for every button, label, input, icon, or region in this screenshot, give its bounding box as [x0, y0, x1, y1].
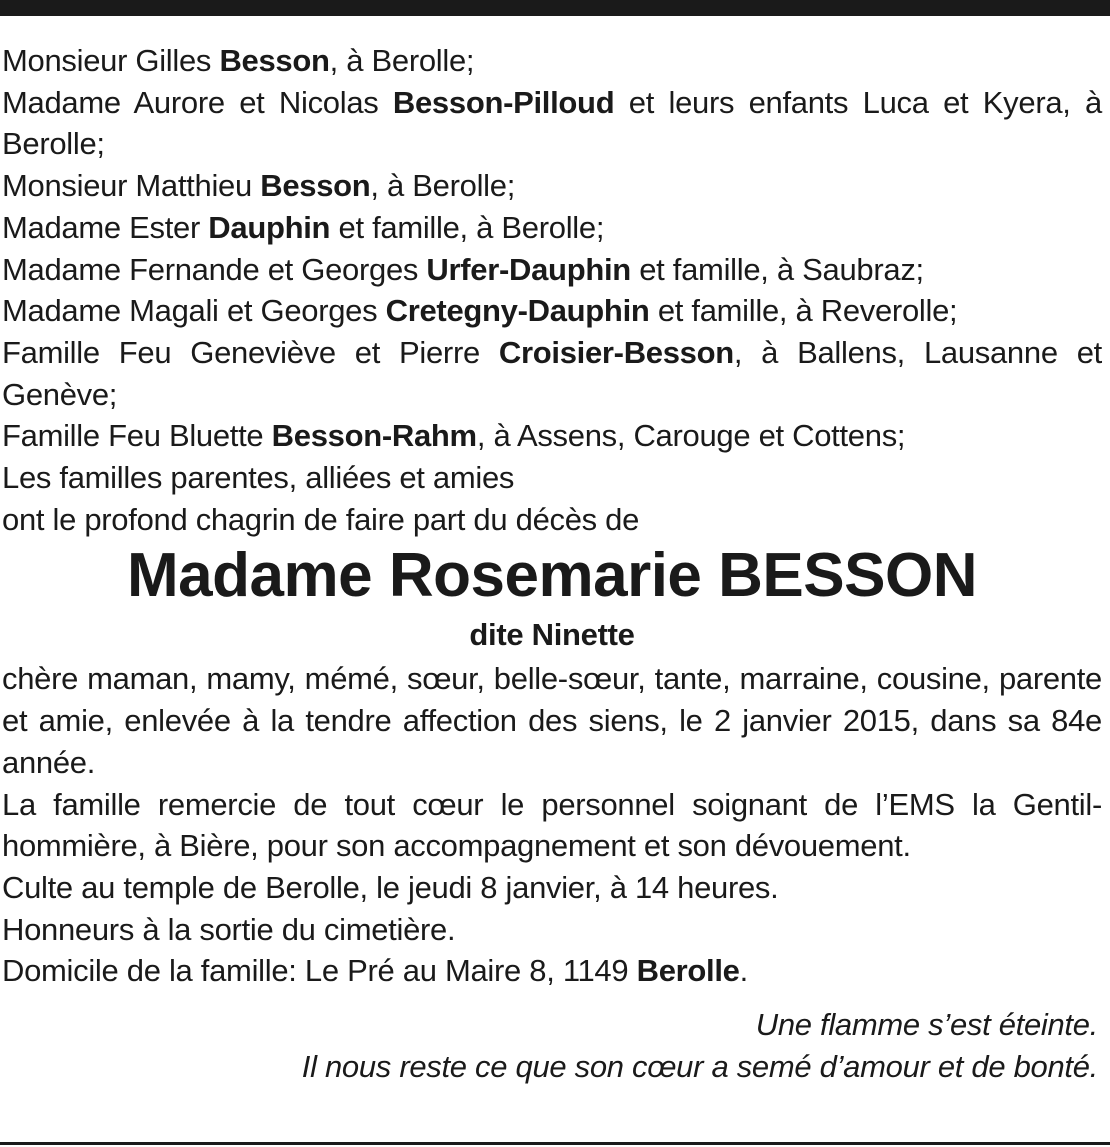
deceased-nickname: dite Ninette — [469, 617, 635, 653]
domicile-town: Berolle — [636, 953, 740, 989]
closing-verse — [2, 1004, 1102, 1087]
family-entry-gilles: Monsieur Gilles Besson, à Berolle; — [2, 43, 475, 78]
family-entry-fernande-georges: Madame Fernande et Georges Urfer-Dauphin et famille, à Saubraz; — [2, 251, 924, 287]
family-surname: Urfer-Dauphin — [426, 251, 631, 287]
family-list — [2, 40, 1102, 540]
family-surname: Cretegny-Dauphin — [385, 293, 650, 329]
family-entry-bluette: Famille Feu Bluette Besson-Rahm, à Assens, Carouge et Cottens; — [2, 418, 906, 454]
bottom-border-rule — [0, 1142, 1110, 1145]
deceased-description: chère maman, mamy, mémé, sœur, belle-sœur, tante, marraine, cousine, parente et amie, enlevée à la tendre affection des siens, le 2 janvier 2015, dans sa 84e année. — [2, 661, 1102, 780]
obituary-notice — [2, 40, 1102, 1087]
family-entry-matthieu: Monsieur Matthieu Besson, à Berolle; — [2, 168, 516, 204]
family-entry-genevieve-pierre: Famille Feu Geneviève et Pierre Croisier-Besson, à Ballens, Lausanne et Genève; — [2, 334, 1102, 412]
family-surname: Besson-Pilloud — [392, 84, 615, 120]
top-border-bar — [0, 0, 1110, 16]
family-entry-aurore-nicolas: Madame Aurore et Nicolas Besson-Pilloud et leurs enfants Luca et Kyera, à Berolle; — [2, 84, 1102, 162]
deceased-name: Madame Rosemarie BESSON — [127, 541, 977, 611]
family-entry-magali-georges: Madame Magali et Georges Cretegny-Dauphin et famille, à Reverolle; — [2, 293, 958, 329]
closing-line-1: Une flamme s’est éteinte. — [755, 1007, 1098, 1043]
announcement-line: ont le profond chagrin de faire part du décès de — [2, 501, 640, 537]
relatives-line: Les familles parentes, alliées et amies — [2, 460, 515, 496]
family-entry-ester: Madame Ester Dauphin et famille, à Berolle; — [2, 209, 605, 245]
domicile-info: Domicile de la famille: Le Pré au Maire 8, 1149 Berolle. — [2, 953, 748, 989]
thanks-paragraph: La famille remercie de tout cœur le personnel soignant de l’EMS la Gentil-hommière, à Bière, pour son accompagnement et son dévouement. — [2, 786, 1102, 864]
family-surname: Dauphin — [208, 209, 331, 245]
service-info: Culte au temple de Berolle, le jeudi 8 janvier, à 14 heures. — [2, 869, 779, 905]
closing-line-2: Il nous reste ce que son cœur a semé d’amour et de bonté. — [301, 1048, 1098, 1084]
family-surname: Besson-Rahm — [271, 418, 477, 454]
family-surname: Besson — [219, 43, 330, 78]
family-surname: Croisier-Besson — [498, 334, 734, 370]
honours-info: Honneurs à la sortie du cimetière. — [2, 911, 456, 947]
family-surname: Besson — [260, 168, 371, 204]
